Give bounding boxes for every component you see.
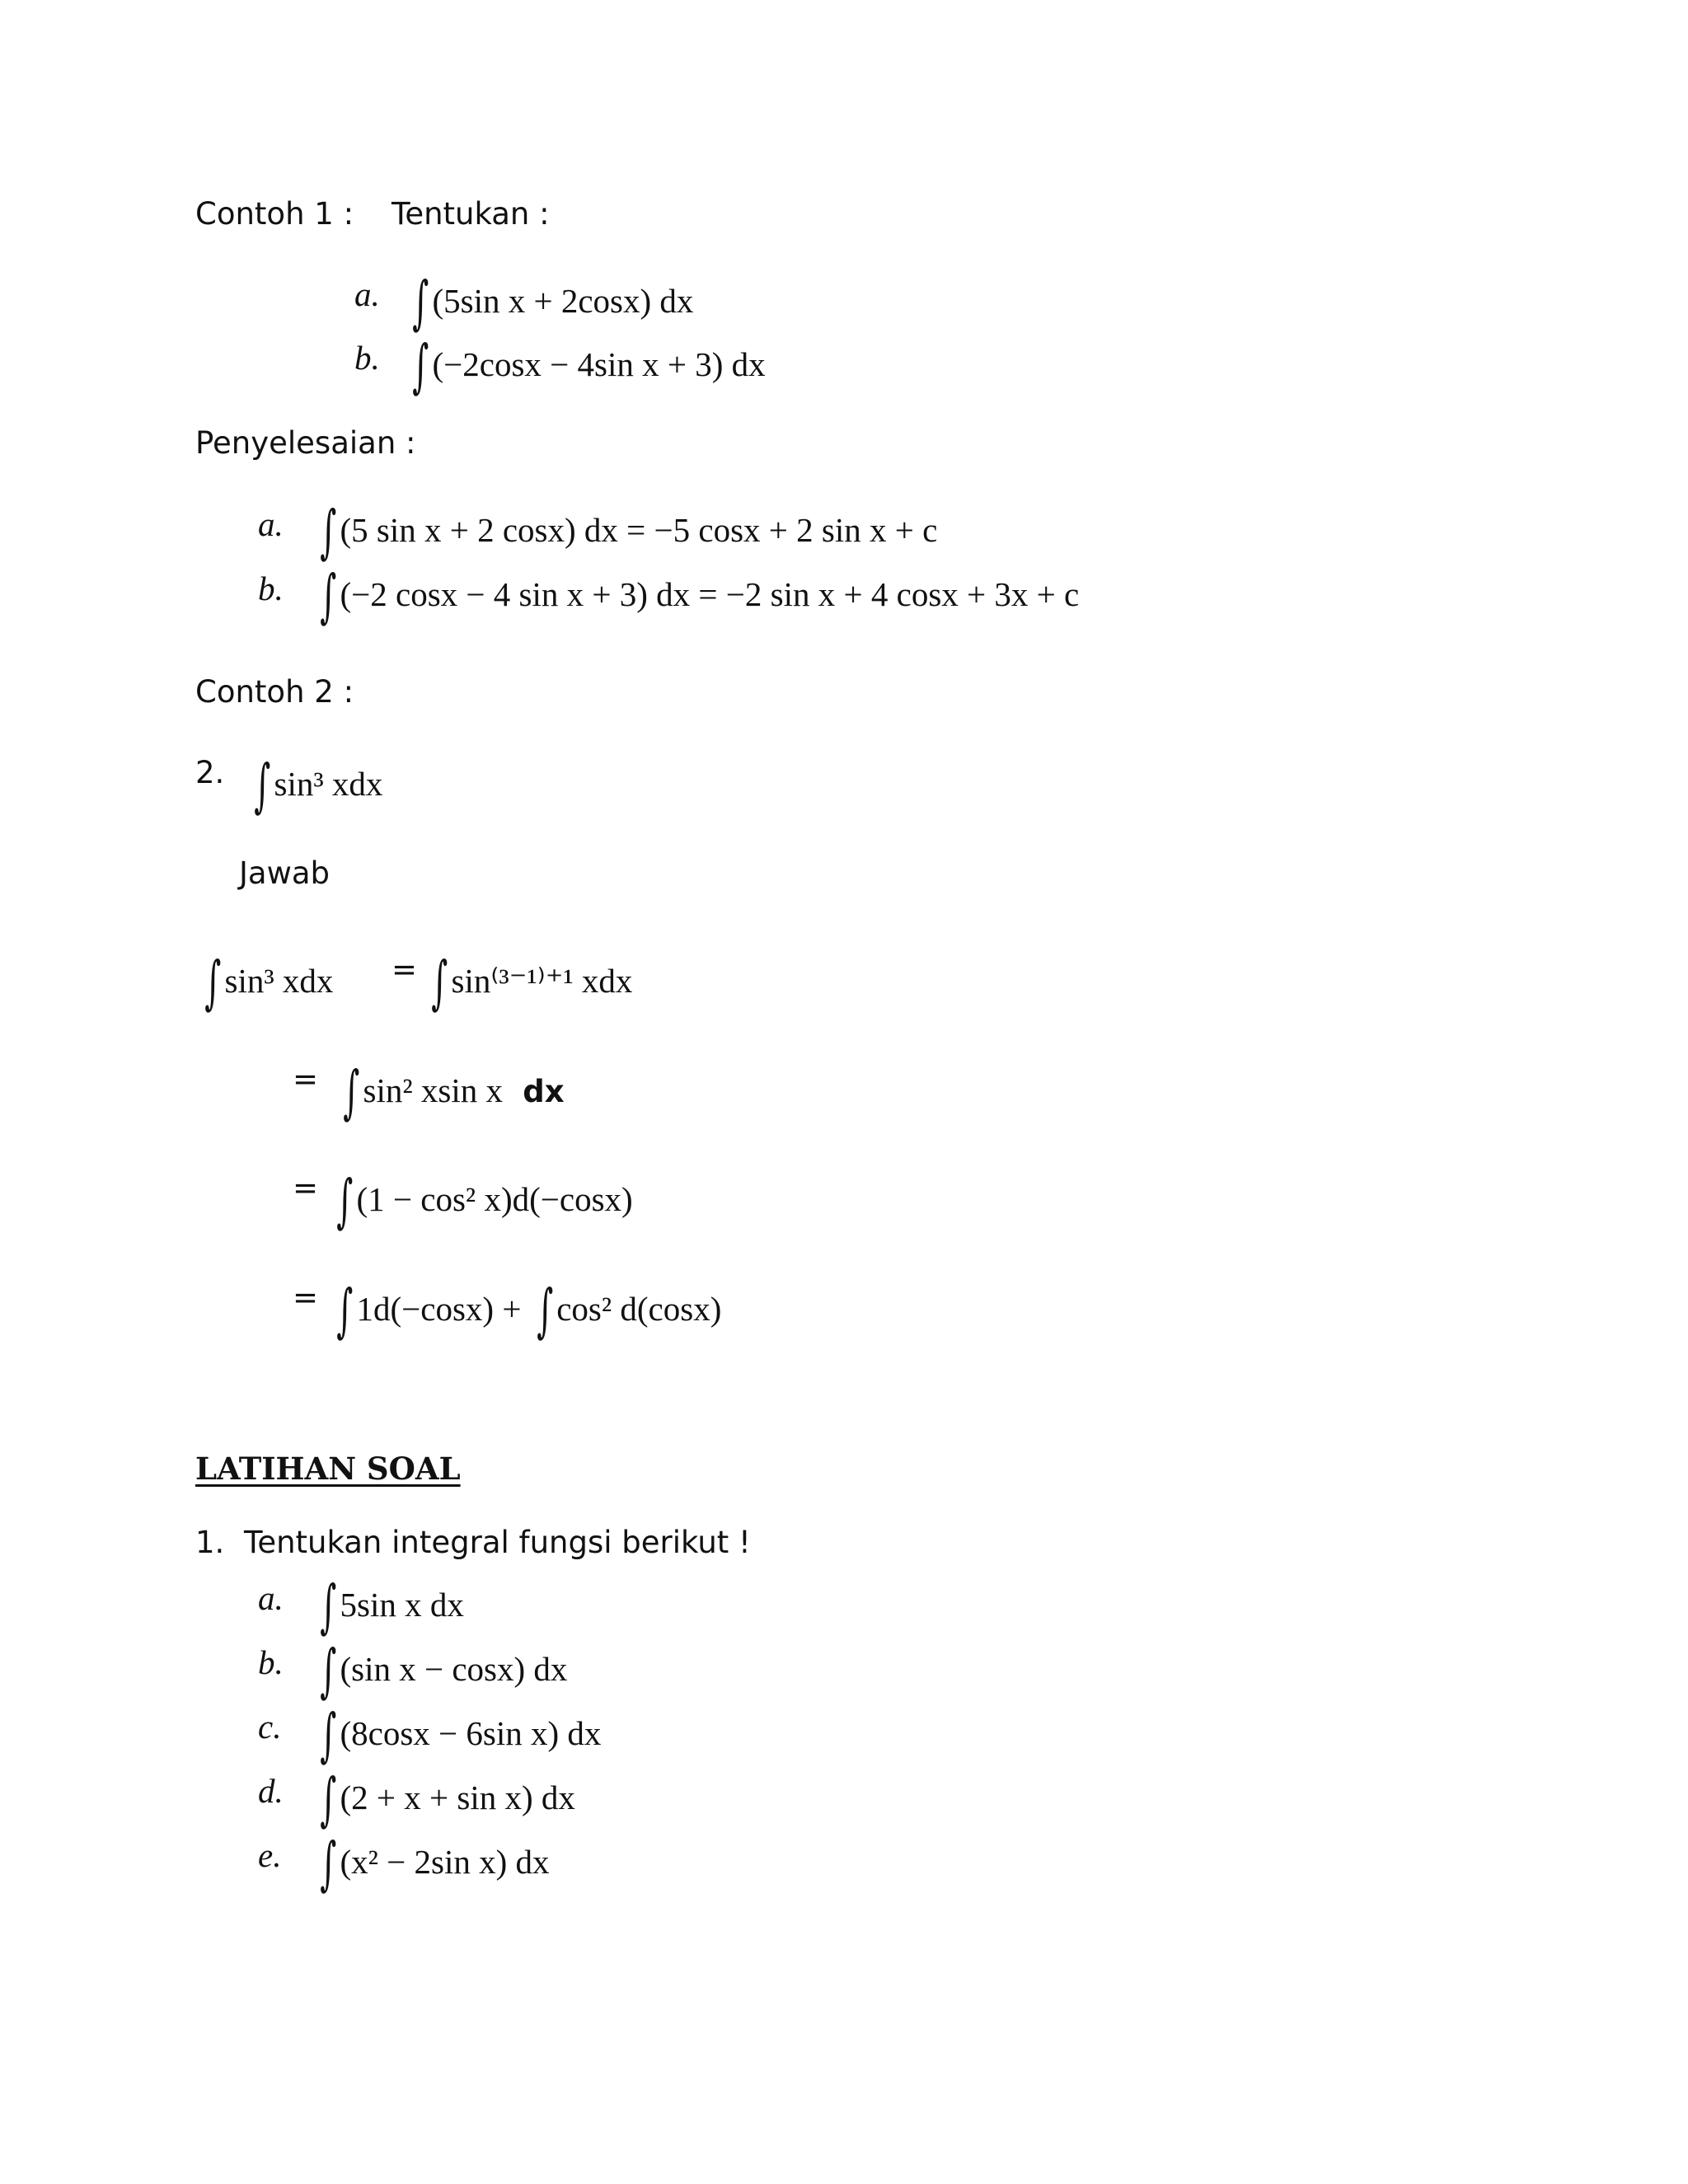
- contoh2-expr: ∫ sin³ xdx: [254, 752, 383, 819]
- penyelesaian-label-b: b.: [258, 569, 284, 607]
- integral-icon: ∫: [336, 1167, 354, 1235]
- step4-equals: =: [293, 1280, 319, 1315]
- integral-icon: ∫: [254, 752, 271, 819]
- integral-icon: ∫: [343, 1058, 360, 1126]
- latihan-heading: LATIHAN SOAL: [195, 1451, 461, 1487]
- step2-rhs: ∫ sin² xsin x dx: [343, 1058, 565, 1126]
- step4-rhs: ∫ 1d(−cosx) + ∫ cos² d(cosx): [336, 1277, 722, 1344]
- step1-equals: =: [392, 952, 418, 987]
- penyelesaian-expr-a: ∫ (5 sin x + 2 cosx) dx = −5 cosx + 2 sin x + c: [320, 498, 938, 565]
- contoh2-title: Contoh 2 :: [195, 674, 354, 710]
- jawab-label: Jawab: [239, 855, 331, 891]
- integral-icon: ∫: [320, 562, 337, 630]
- integral-icon: ∫: [536, 1277, 553, 1344]
- latihan-expr-c: ∫ (8cosx − 6sin x) dx: [320, 1701, 602, 1769]
- step1-rhs: ∫ sin⁽³⁻¹⁾⁺¹ xdx: [431, 949, 633, 1016]
- integral-icon: ∫: [320, 498, 337, 565]
- latihan-label-d: d.: [258, 1772, 284, 1810]
- latihan-label-a: a.: [258, 1579, 284, 1617]
- latihan-expr-a: ∫ 5sin x dx: [320, 1572, 464, 1640]
- integral-icon: ∫: [336, 1277, 354, 1344]
- contoh2-number: 2.: [195, 755, 225, 790]
- contoh1-prompt: Tentukan :: [392, 196, 550, 232]
- penyelesaian-title: Penyelesaian :: [195, 425, 416, 461]
- step3-rhs: ∫ (1 − cos² x)d(−cosx): [336, 1167, 633, 1235]
- latihan-expr-d: ∫ (2 + x + sin x) dx: [320, 1765, 575, 1833]
- penyelesaian-label-a: a.: [258, 505, 284, 543]
- integral-icon: ∫: [320, 1572, 337, 1640]
- contoh1-expr-b: ∫ (−2cosx − 4sin x + 3) dx: [412, 332, 766, 400]
- latihan-label-e: e.: [258, 1836, 282, 1874]
- latihan-q1-number: 1.: [195, 1525, 225, 1560]
- contoh1-title: Contoh 1 :: [195, 196, 354, 232]
- contoh1-expr-a: ∫ (5sin x + 2cosx) dx: [412, 269, 694, 336]
- contoh1-label-b: b.: [354, 339, 380, 377]
- latihan-label-b: b.: [258, 1643, 284, 1681]
- step2-dx: dx: [523, 1074, 565, 1109]
- integral-icon: ∫: [320, 1830, 337, 1897]
- latihan-q1-text: Tentukan integral fungsi berikut !: [244, 1525, 751, 1560]
- integral-icon: ∫: [204, 949, 222, 1016]
- penyelesaian-expr-b: ∫ (−2 cosx − 4 sin x + 3) dx = −2 sin x + 4 cosx + 3x + c: [320, 562, 1080, 630]
- latihan-expr-e: ∫ (x² − 2sin x) dx: [320, 1830, 550, 1897]
- latihan-label-c: c.: [258, 1708, 282, 1746]
- integral-icon: ∫: [412, 332, 429, 400]
- contoh1-label-a: a.: [354, 275, 380, 313]
- integral-icon: ∫: [412, 269, 429, 336]
- integral-icon: ∫: [320, 1701, 337, 1769]
- latihan-expr-b: ∫ (sin x − cosx) dx: [320, 1637, 568, 1704]
- step1-lhs: ∫ sin³ xdx: [204, 949, 334, 1016]
- step2-equals: =: [293, 1062, 319, 1097]
- integral-icon: ∫: [320, 1637, 337, 1704]
- integral-icon: ∫: [320, 1765, 337, 1833]
- step3-equals: =: [293, 1170, 319, 1206]
- integral-icon: ∫: [431, 949, 448, 1016]
